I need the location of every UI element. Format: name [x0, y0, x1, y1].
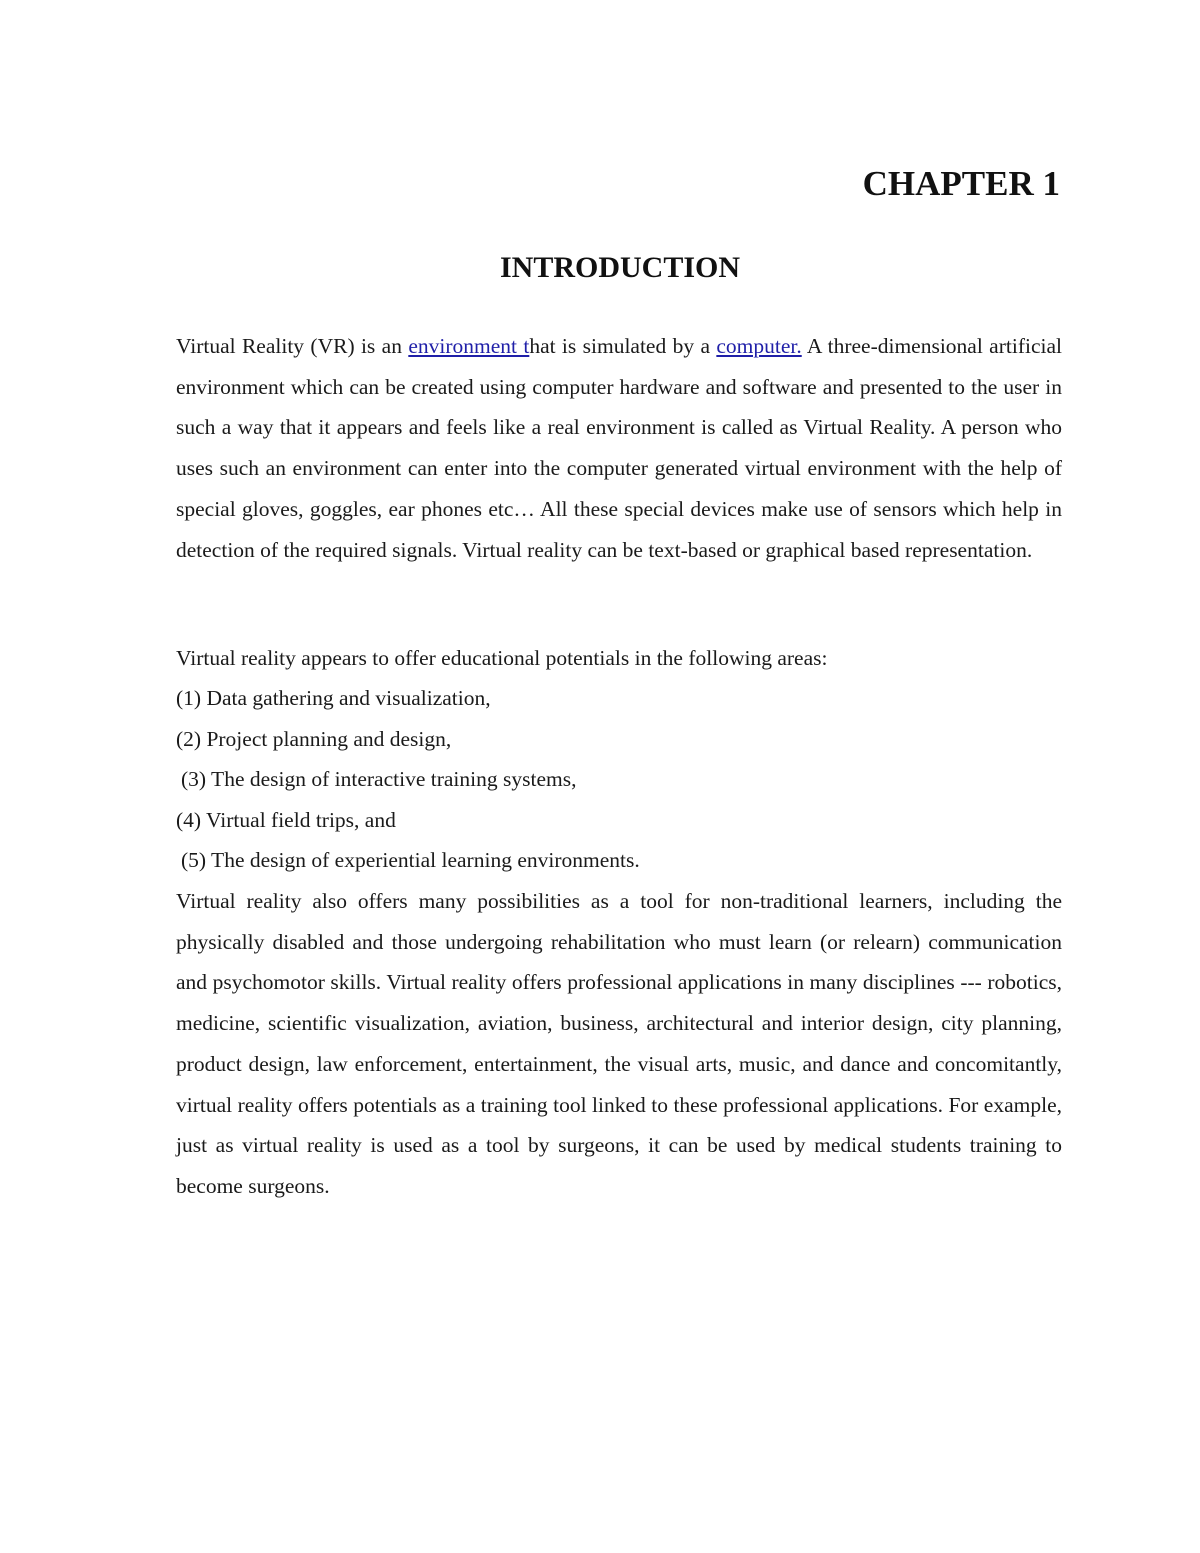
areas-list: [176, 678, 1062, 881]
list-item: (5) The design of experiential learning environments.: [181, 848, 640, 872]
list-item: (1) Data gathering and visualization,: [176, 686, 491, 710]
intro-text-start: Virtual Reality (VR) is an: [176, 334, 409, 358]
applications-paragraph: Virtual reality also offers many possibilities as a tool for non-traditional learners, including the physically disabled and those undergoing rehabilitation who must learn (or relearn) communication and psychomotor skills. Virtual reality offers professional applications in many disciplines --- robotics, medicine, scientific visualization, aviation, business, architectural and interior design, city planning, product design, law enforcement, entertainment, the visual arts, music, and dance and concomitantly, virtual reality offers potentials as a training tool linked to these professional applications. For example, just as virtual reality is used as a tool by surgeons, it can be used by medical students training to become surgeons.: [176, 889, 1062, 1198]
environment-link[interactable]: environment t: [408, 334, 530, 358]
intro-text-middle: hat is simulated by a: [529, 334, 717, 358]
chapter-heading: CHAPTER 1: [862, 164, 1060, 203]
computer-link[interactable]: computer.: [716, 334, 802, 358]
section-title: INTRODUCTION: [499, 251, 741, 284]
intro-text-rest: A three-dimensional artificial environment which can be created using computer hardware and software and presented to the user in such a way that it appears and feels like a real environment is called as Virtual Reality. A person who uses such an environment can enter into the computer generated virtual environment with the help of special gloves, goggles, ear phones etc… All these special devices make use of sensors which help in detection of the required signals. Virtual reality can be text-based or graphical based representation.: [176, 334, 1062, 562]
intro-paragraph: [176, 326, 1062, 570]
areas-intro-paragraph: Virtual reality appears to offer educational potentials in the following areas:: [176, 646, 828, 670]
list-item: (4) Virtual field trips, and: [176, 807, 396, 832]
list-item: (3) The design of interactive training systems,: [181, 767, 577, 791]
list-item: (2) Project planning and design,: [176, 726, 452, 751]
